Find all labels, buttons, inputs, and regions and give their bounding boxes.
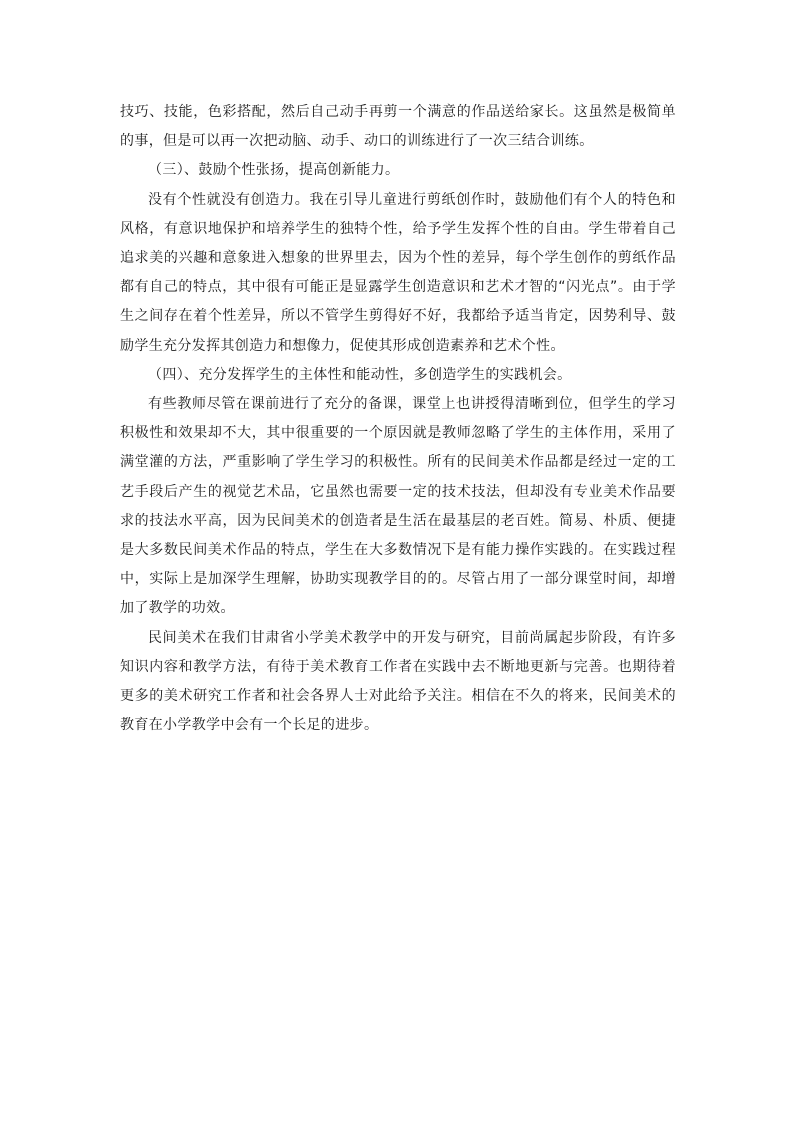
paragraph-individuality: 没有个性就没有创造力。我在引导儿童进行剪纸创作时，鼓励他们有个人的特色和风格，有意识地保护和培养学生的独特个性，给予学生发挥个性的自由。学生带着自己追求美的兴趣和意象进入想象的世界里去，因为个性的差异，每个学生创作的剪纸作品都有自己的特点，其中很有可能正是显露学生创造意识和艺术才智的“闪光点”。由于学生之间存在着个性差异，所以不管学生剪得好不好，我都给予适当肯定，因势利导、鼓励学生充分发挥其创造力和想像力，促使其形成创造素养和艺术个性。 — [120, 191, 676, 354]
paragraph-continuation: 技巧、技能，色彩搭配，然后自己动手再剪一个满意的作品送给家长。这虽然是极简单的事，但是可以再一次把动脑、动手、动口的训练进行了一次三结合训练。 — [120, 104, 676, 150]
paragraph-conclusion: 民间美术在我们甘肃省小学美术教学中的开发与研究，目前尚属起步阶段，有许多知识内容和教学方法，有待于美术教育工作者在实践中去不断地更新与完善。也期待着更多的美术研究工作者和社会各界人士对此给予关注。相信在不久的将来，民间美术的教育在小学教学中会有一个长足的进步。 — [120, 629, 676, 734]
document-body — [120, 98, 676, 740]
section-heading-4: （四）、充分发挥学生的主体性和能动性，多创造学生的实践机会。 — [148, 366, 572, 383]
paragraph-practice: 有些教师尽管在课前进行了充分的备课，课堂上也讲授得清晰到位，但学生的学习积极性和效果却不大，其中很重要的一个原因就是教师忽略了学生的主体作用，采用了满堂灌的方法，严重影响了学生学习的积极性。所有的民间美术作品都是经过一定的工艺手段后产生的视觉艺术品，它虽然也需要一定的技术技法，但却没有专业美术作品要求的技法水平高，因为民间美术的创造者是生活在最基层的老百姓。简易、朴质、便捷是大多数民间美术作品的特点，学生在大多数情况下是有能力操作实践的。在实践过程中，实际上是加深学生理解，协助实现教学目的的。尽管占用了一部分课堂时间，却增加了教学的功效。 — [120, 396, 676, 617]
section-heading-3: （三）、鼓励个性张扬，提高创新能力。 — [148, 162, 400, 179]
